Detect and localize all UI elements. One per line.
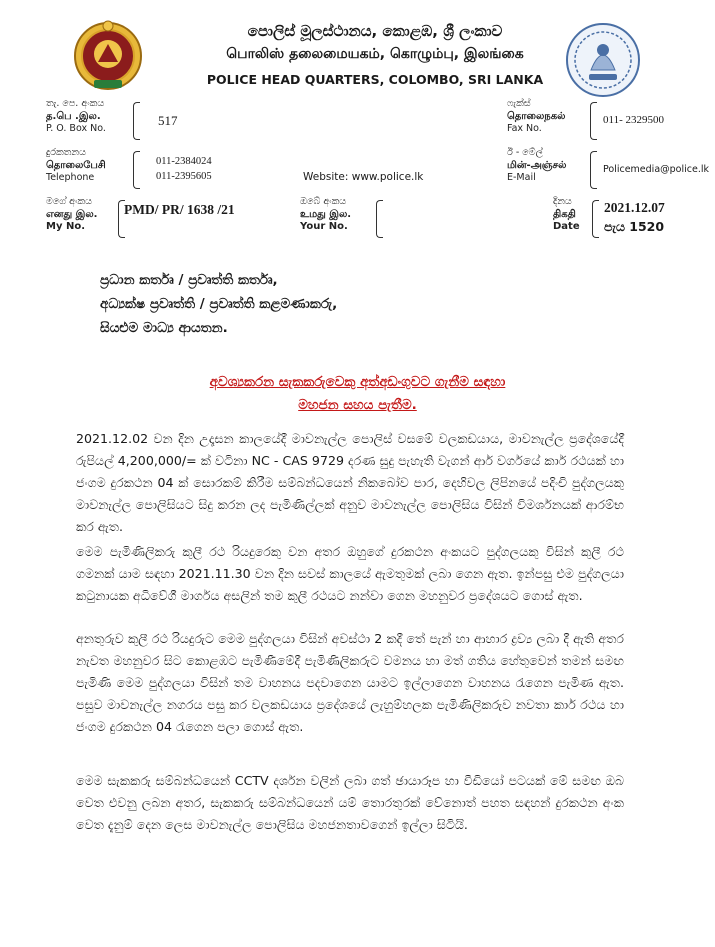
telephone-value-1: 011-2384024 — [156, 156, 212, 167]
header-tamil: பொலிஸ் தலைமையகம், கொழும்பு, இலங்கை — [226, 46, 524, 62]
your-no-label: ඔබේ අංකය உமது இல. Your No. — [300, 196, 352, 232]
website-text: Website: www.police.lk — [303, 171, 424, 183]
email-value: Policemedia@police.lk — [603, 164, 709, 175]
header-english: POLICE HEAD QUARTERS, COLOMBO, SRI LANKA — [206, 72, 544, 87]
email-brace — [590, 151, 597, 189]
subject-line-2: මහජන සහය පැතීම. — [298, 397, 417, 413]
date-brace — [592, 200, 599, 238]
your-no-brace — [376, 200, 383, 238]
time-value: පැය 1520 — [604, 219, 665, 234]
subject-line-1: අවශ්‍යකරන සැකකරුවෙකු අත්අඩංගුවට ගැනීම සඳහා — [209, 374, 506, 390]
pobox-value: 517 — [158, 113, 178, 128]
body-paragraph-2: මෙම පැමිණිලිකරු කුලී රථ රියදුරෙකු වන අතර ඔහුගේ දුරකථන අංකයට පුද්ගලයකු විසින් කුලී රථ ගමනක් යාම සඳහා 2021.11.30 වන දින සවස් කාලයේ ඇමතුමක් ලබා ගෙන ඇත. ඉන්පසු එම පුද්ගලයා කටුනායක අධිවේගී මාර්ගය අසලින් තම කුලී රථයට නන්වා ගෙන මහනුවර ප්‍රදේශයට ගොස් ඇත. — [76, 544, 624, 603]
header-sinhala: පොලිස් මූලස්ථානය, කොළඹ, ශ්‍රී ලංකාව — [247, 22, 503, 40]
body-paragraph-3: අනතුරුව කුලී රථ රියදුරුට මෙම පුද්ගලයා විසින් අවස්ථා 2 කදී තේ පැන් හා ආහාර ද්‍රව්‍ය ලබා දී ඇති අතර නැවත මහනුවර සිට කොළඹට පැමිණීමේදී පැමිණිලිකරුට වමනය හා මත් ගතිය හේතුවෙන් තමන් සමඟ පැමිණි මෙම පුද්ගලයා විසින් තම වාහනය පදවාගෙන යාමට ඉල්ලාගෙන වාහනය රැගෙන පැමිණ ඇත. පසුව මාවනැල්ල නගරය පසු කර වලකඩයාය ප්‍රදේශයේ ලැහුම්හලක පැමිණිලිකරුව නවතා කාර් රථය හා ජංගම දුරකථන 04 රැගෙන පලා ගොස් ඇත. — [76, 631, 624, 734]
telephone-brace — [133, 151, 140, 189]
police-crest-icon — [563, 20, 643, 100]
my-no-value: PMD/ PR/ 1638 /21 — [124, 202, 235, 217]
fax-value: 011- 2329500 — [603, 114, 665, 126]
addressee-line-3: සියළුම මාධ්‍ය ආයතන. — [100, 320, 228, 336]
body-paragraph-4: මෙම සැකකරු සම්බන්ධයෙන් CCTV දර්ශන වලින් ලබා ගත් ඡායාරූප හා වීඩියෝ පටයක් මේ සමඟ ඔබ වෙත එවනු ලබන අතර, සැකකරු සම්බන්ධයෙන් යම් තොරතුරක් වේනොත් පහත සඳහන් දුරකථන අංක වෙත දැනුම් දෙන ලෙස මාවනැල්ල පොලිසිය මහජනතාවගෙන් ඉල්ලා සිටියි. — [76, 773, 624, 832]
sri-lanka-emblem-icon — [72, 18, 144, 94]
addressee-line-1: ප්‍රධාන කර්තෘ / ප්‍රවෘත්ති කර්තෘ, — [100, 272, 278, 288]
pobox-brace — [133, 102, 140, 140]
date-value: 2021.12.07 — [604, 200, 665, 215]
fax-brace — [590, 102, 597, 140]
email-label: ඊ - මේල් மின்-அஞ்சல் E-Mail — [507, 147, 567, 183]
fax-label: ෆැක්ස් தொலைநகல் Fax No. — [507, 98, 566, 134]
body-paragraph-1: 2021.12.02 වන දින උදෑසන කාලයේදී මාවනැල්ල පොලිස් වසමේ වලකඩයාය, මාවනැල්ල ප්‍රදේශයේදී රුපියල් 4,200,000/= ක් වටිනා NC - CAS 9729 දරණ සුදු පැහැති වැගන් ආර් වර්ගයේ කාර් රථයක් හා ජංගම දුරකථන 04 ක් සොරකම් කිරීම සම්බන්ධයෙන් නිකබෝව පාර, දෙහිවල ලිපිනයේ පදිංචි පුද්ගලයකු මාවනැල්ල පොලිසියට සිදු කරන ලද පැමිණිල්ලක් අනුව මාවනැල්ල පොලිසිය විසින් විමර්ශනයක් ආරම්භ කර ඇත. — [76, 431, 624, 534]
my-no-label: මගේ අංකය எனது இல. My No. — [46, 196, 98, 232]
addressee-line-2: අධ්‍යක්ෂ ප්‍රවෘත්ති / ප්‍රවෘත්ති කළමණාකරු, — [100, 296, 338, 312]
telephone-value-2: 011-2395605 — [156, 171, 212, 182]
date-label: දිනය திகதி Date — [553, 196, 580, 232]
pobox-label: තැ. පෙ. අංකය த.பெ .இல. P. O. Box No. — [46, 98, 106, 134]
telephone-label: දුරකතනය தொலைபேசி Telephone — [46, 147, 106, 183]
